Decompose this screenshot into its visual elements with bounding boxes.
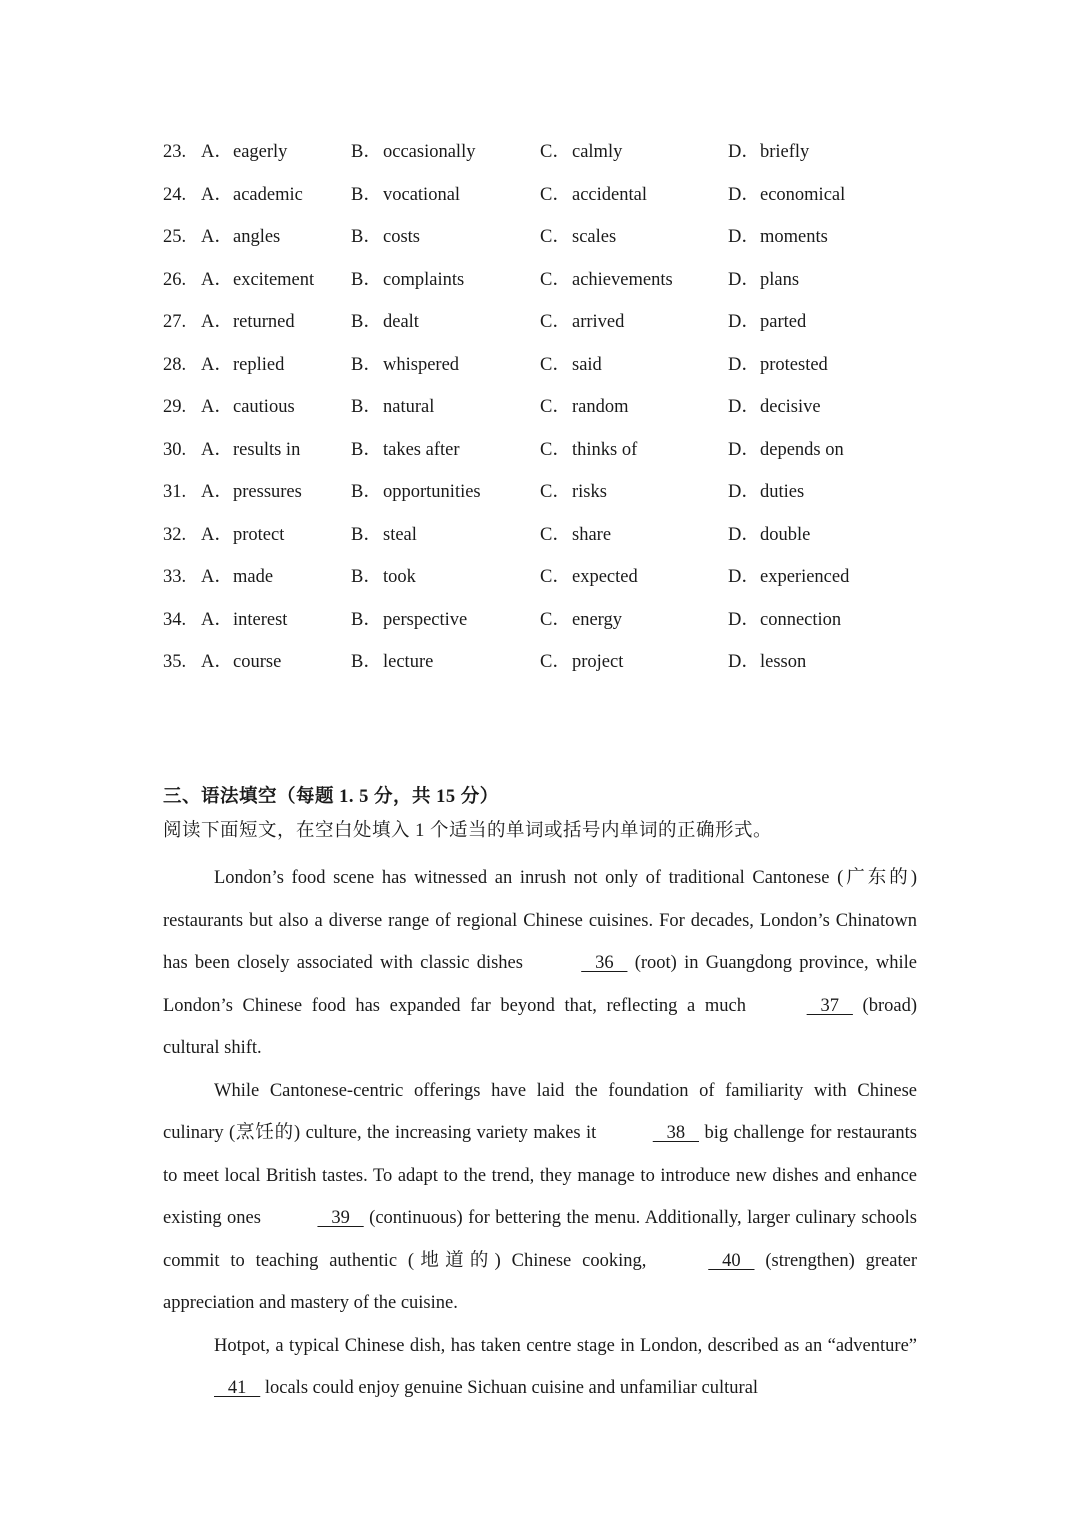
- paragraph-text: (root) in Guangdong province, while London’s Chinese food has expanded far beyond that, reflecting a much: [163, 953, 917, 1016]
- option-letter: C．: [540, 439, 571, 460]
- option-d[interactable]: [728, 138, 810, 166]
- option-word: takes after: [383, 439, 460, 460]
- option-word: briefly: [760, 142, 810, 162]
- option-row: [163, 223, 923, 266]
- option-b[interactable]: [351, 351, 460, 379]
- option-row: [163, 606, 923, 649]
- option-b[interactable]: [351, 266, 465, 294]
- option-letter: D．: [728, 567, 760, 587]
- option-letter: D．: [728, 439, 760, 460]
- option-letter: B．: [351, 567, 382, 587]
- option-letter: A．: [201, 524, 233, 545]
- option-b[interactable]: [351, 223, 420, 251]
- paragraph-1: [163, 857, 917, 1070]
- paragraph-text: locals could enjoy genuine Sichuan cuisine and unfamiliar cultural: [260, 1378, 759, 1398]
- option-letter: D．: [728, 354, 760, 375]
- option-row: [163, 138, 923, 181]
- question-number: 28.: [163, 354, 187, 375]
- section-title: 三、语法填空（每题 1. 5 分，共 15 分）: [163, 787, 499, 807]
- option-c[interactable]: [540, 563, 638, 591]
- option-word: eagerly: [233, 142, 288, 162]
- option-a[interactable]: [201, 181, 303, 209]
- passage: [163, 857, 917, 1410]
- option-letter: A．: [201, 482, 233, 502]
- option-d[interactable]: [728, 223, 828, 251]
- option-c[interactable]: [540, 223, 617, 251]
- option-word: lecture: [383, 652, 434, 672]
- paragraph-text: (broad) cultural shift.: [163, 995, 917, 1058]
- question-number: 23.: [163, 142, 187, 162]
- paragraph-text: (strengthen) greater appreciation and mastery of the cuisine.: [163, 1250, 917, 1313]
- option-letter: A．: [201, 227, 233, 247]
- paragraph-3: [163, 1325, 917, 1410]
- options-table: [163, 138, 923, 691]
- option-letter: B．: [351, 227, 382, 247]
- option-c[interactable]: [540, 606, 622, 634]
- option-word: connection: [760, 609, 842, 630]
- option-a[interactable]: [201, 393, 295, 421]
- option-a[interactable]: [201, 308, 295, 336]
- question-number: 32.: [163, 524, 187, 545]
- option-c[interactable]: [540, 308, 625, 336]
- option-d[interactable]: [728, 521, 811, 549]
- option-word: took: [383, 567, 416, 587]
- option-letter: A．: [201, 439, 233, 460]
- option-word: project: [572, 652, 624, 672]
- option-letter: B．: [351, 269, 382, 290]
- option-a[interactable]: [201, 606, 288, 634]
- option-word: depends on: [760, 439, 844, 460]
- option-letter: D．: [728, 269, 760, 290]
- option-d[interactable]: [728, 266, 800, 294]
- option-b[interactable]: [351, 606, 468, 634]
- option-word: made: [233, 567, 274, 587]
- paragraph-text: big challenge for restaurants to meet local British tastes. To adapt to the trend, they manage to introduce new dishes and enhance existing ones: [163, 1123, 917, 1228]
- option-word: excitement: [233, 269, 315, 290]
- option-word: calmly: [572, 142, 623, 162]
- option-word: moments: [760, 227, 828, 247]
- option-letter: A．: [201, 652, 233, 672]
- option-letter: D．: [728, 227, 760, 247]
- blank-40[interactable]: 40: [708, 1250, 755, 1271]
- option-letter: B．: [351, 482, 382, 502]
- option-word: thinks of: [572, 439, 638, 460]
- paragraph-text: While Cantonese-centric offerings have laid the foundation of familiarity with Chinese culinary (烹饪的) culture, the increasing variety makes it: [163, 1080, 917, 1143]
- option-letter: C．: [540, 652, 571, 672]
- option-letter: B．: [351, 439, 382, 460]
- option-letter: C．: [540, 609, 571, 630]
- option-row: [163, 563, 923, 606]
- option-letter: A．: [201, 312, 233, 332]
- option-a[interactable]: [201, 351, 285, 379]
- option-letter: B．: [351, 397, 382, 417]
- option-word: replied: [233, 354, 285, 375]
- option-word: returned: [233, 312, 295, 332]
- question-number: 27.: [163, 312, 187, 332]
- option-d[interactable]: [728, 648, 807, 676]
- option-letter: C．: [540, 567, 571, 587]
- option-letter: B．: [351, 609, 382, 630]
- option-letter: C．: [540, 184, 571, 205]
- option-c[interactable]: [540, 521, 612, 549]
- option-word: arrived: [572, 312, 625, 332]
- option-letter: B．: [351, 652, 382, 672]
- option-d[interactable]: [728, 308, 807, 336]
- option-word: random: [572, 397, 629, 417]
- option-d[interactable]: [728, 606, 842, 634]
- paragraph-text: Hotpot, a typical Chinese dish, has taken centre stage in London, described as an “adventure”: [214, 1335, 917, 1356]
- option-d[interactable]: [728, 181, 846, 209]
- option-letter: B．: [351, 184, 382, 205]
- option-word: protect: [233, 524, 285, 545]
- question-number: 24.: [163, 184, 187, 205]
- option-word: opportunities: [383, 482, 481, 502]
- option-word: risks: [572, 482, 607, 502]
- option-c[interactable]: [540, 648, 624, 676]
- option-c[interactable]: [540, 266, 673, 294]
- option-row: [163, 308, 923, 351]
- option-word: experienced: [760, 567, 850, 587]
- option-letter: C．: [540, 227, 571, 247]
- option-b[interactable]: [351, 563, 416, 591]
- option-letter: B．: [351, 524, 382, 545]
- option-a[interactable]: [201, 521, 285, 549]
- option-a[interactable]: [201, 563, 274, 591]
- option-row: [163, 521, 923, 564]
- option-letter: A．: [201, 397, 233, 417]
- question-number: 25.: [163, 227, 187, 247]
- option-letter: C．: [540, 397, 571, 417]
- question-number: 33.: [163, 567, 187, 587]
- option-row: [163, 436, 923, 479]
- option-c[interactable]: [540, 478, 607, 506]
- option-letter: A．: [201, 269, 233, 290]
- option-word: accidental: [572, 184, 647, 205]
- option-word: scales: [572, 227, 617, 247]
- option-word: interest: [233, 609, 288, 630]
- option-letter: A．: [201, 184, 233, 205]
- option-letter: A．: [201, 142, 233, 162]
- option-letter: A．: [201, 567, 233, 587]
- blank-38[interactable]: 38: [652, 1123, 699, 1143]
- option-a[interactable]: [201, 266, 315, 294]
- option-row: [163, 478, 923, 521]
- option-row: [163, 181, 923, 224]
- option-letter: B．: [351, 354, 382, 375]
- option-c[interactable]: [540, 393, 629, 421]
- question-number: 30.: [163, 439, 187, 460]
- option-b[interactable]: [351, 308, 419, 336]
- question-number: 35.: [163, 652, 187, 672]
- option-word: occasionally: [383, 142, 476, 162]
- option-c[interactable]: [540, 436, 638, 464]
- option-a[interactable]: [201, 478, 302, 506]
- option-word: double: [760, 524, 811, 545]
- option-word: economical: [760, 184, 846, 205]
- option-word: pressures: [233, 482, 302, 502]
- option-letter: D．: [728, 142, 760, 162]
- option-word: dealt: [383, 312, 419, 332]
- option-word: perspective: [383, 609, 468, 630]
- option-letter: C．: [540, 354, 571, 375]
- option-row: [163, 648, 923, 691]
- option-word: cautious: [233, 397, 295, 417]
- paragraph-text: London’s food scene has witnessed an inrush not only of traditional Cantonese (广东的) restaurants but also a diverse range of regional Chinese cuisines. For decades, London’s Chinatown has been closely associated with classic dishes: [163, 868, 917, 973]
- option-b[interactable]: [351, 521, 417, 549]
- option-word: natural: [383, 397, 435, 417]
- option-letter: C．: [540, 312, 571, 332]
- option-row: [163, 266, 923, 309]
- option-letter: D．: [728, 184, 760, 205]
- option-letter: C．: [540, 524, 571, 545]
- option-word: whispered: [383, 354, 460, 375]
- option-row: [163, 393, 923, 436]
- option-word: vocational: [383, 184, 461, 205]
- option-b[interactable]: [351, 478, 481, 506]
- option-word: academic: [233, 184, 303, 205]
- option-d[interactable]: [728, 436, 844, 464]
- option-letter: D．: [728, 482, 760, 502]
- option-word: angles: [233, 227, 281, 247]
- option-word: parted: [760, 312, 807, 332]
- section-instruction: 阅读下面短文，在空白处填入 1 个适当的单词或括号内单词的正确形式。: [163, 821, 773, 841]
- option-letter: D．: [728, 524, 760, 545]
- option-letter: D．: [728, 312, 760, 332]
- option-row: [163, 351, 923, 394]
- option-letter: D．: [728, 652, 760, 672]
- option-a[interactable]: [201, 648, 282, 676]
- option-a[interactable]: [201, 223, 281, 251]
- option-letter: A．: [201, 354, 233, 375]
- blank-41[interactable]: 41: [214, 1378, 261, 1398]
- option-letter: C．: [540, 269, 571, 290]
- option-b[interactable]: [351, 648, 434, 676]
- option-word: decisive: [760, 397, 821, 417]
- option-word: said: [572, 354, 602, 375]
- option-word: expected: [572, 567, 638, 587]
- question-number: 34.: [163, 609, 187, 630]
- option-b[interactable]: [351, 436, 460, 464]
- option-d[interactable]: [728, 393, 821, 421]
- option-d[interactable]: [728, 563, 850, 591]
- paragraph-2: [163, 1070, 917, 1325]
- option-c[interactable]: [540, 138, 623, 166]
- option-d[interactable]: [728, 351, 828, 379]
- option-c[interactable]: [540, 181, 647, 209]
- option-letter: B．: [351, 312, 382, 332]
- option-b[interactable]: [351, 393, 435, 421]
- blank-39[interactable]: 39: [317, 1208, 364, 1228]
- option-letter: D．: [728, 397, 760, 417]
- option-word: costs: [383, 227, 420, 247]
- option-b[interactable]: [351, 181, 461, 209]
- option-d[interactable]: [728, 478, 805, 506]
- option-letter: B．: [351, 142, 382, 162]
- option-letter: D．: [728, 609, 760, 630]
- option-word: steal: [383, 524, 417, 545]
- option-word: duties: [760, 482, 805, 502]
- option-word: protested: [760, 354, 828, 375]
- option-letter: C．: [540, 142, 571, 162]
- option-word: share: [572, 524, 612, 545]
- option-word: results in: [233, 439, 301, 460]
- question-number: 29.: [163, 397, 187, 417]
- question-number: 26.: [163, 269, 187, 290]
- option-a[interactable]: [201, 138, 288, 166]
- blank-36[interactable]: 36: [581, 953, 628, 973]
- option-word: energy: [572, 609, 622, 630]
- option-b[interactable]: [351, 138, 476, 166]
- option-word: achievements: [572, 269, 673, 290]
- option-a[interactable]: [201, 436, 301, 464]
- option-word: plans: [760, 269, 800, 290]
- question-number: 31.: [163, 482, 187, 502]
- option-letter: C．: [540, 482, 571, 502]
- option-c[interactable]: [540, 351, 602, 379]
- blank-37[interactable]: 37: [806, 995, 853, 1016]
- option-letter: A．: [201, 609, 233, 630]
- option-word: complaints: [383, 269, 465, 290]
- option-word: lesson: [760, 652, 807, 672]
- option-word: course: [233, 652, 282, 672]
- paragraph-text: (continuous) for bettering the menu. Additionally, larger culinary schools commit to teaching authentic (地道的) Chinese cooking,: [163, 1208, 917, 1271]
